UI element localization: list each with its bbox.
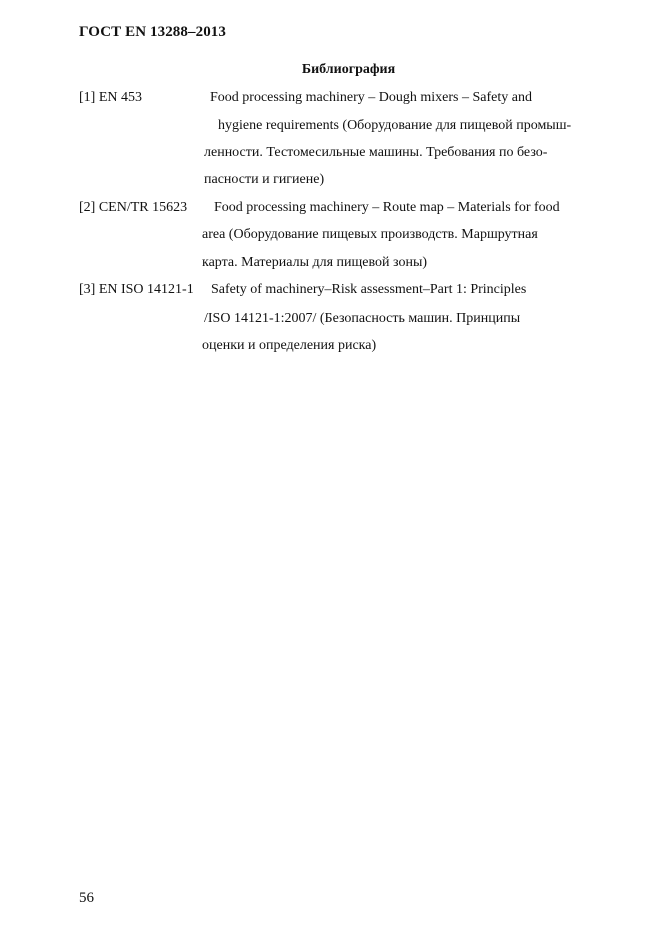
entry-3-line-2: /ISO 14121-1:2007/ (Безопасность машин. Принципы: [204, 311, 521, 326]
entry-1-line-2: hygiene requirements (Оборудование для пищевой промыш-: [218, 118, 572, 133]
entry-3-line-3: оценки и определения риска): [202, 338, 377, 353]
page-number: 56: [79, 890, 94, 906]
entry-2-line-2: area (Оборудование пищевых производств. Маршрутная: [202, 227, 538, 242]
entry-1-line-1: Food processing machinery – Dough mixers – Safety and: [210, 90, 532, 105]
entry-1-line-3: ленности. Тестомесильные машины. Требования по безо-: [204, 145, 548, 160]
entry-1-line-4: пасности и гигиене): [204, 172, 325, 187]
bibliography-title: Библиография: [301, 62, 396, 77]
entry-2-line-1: Food processing machinery – Route map – Materials for food: [214, 200, 560, 215]
page-header: ГОСТ EN 13288–2013: [79, 24, 226, 40]
entry-2-line-3: карта. Материалы для пищевой зоны): [202, 255, 428, 270]
entry-1-ref: [1] EN 453: [79, 90, 142, 105]
entry-3-ref: [3] EN ISO 14121-1: [79, 282, 194, 297]
entry-2-ref: [2] CEN/TR 15623: [79, 200, 188, 215]
entry-3-line-1: Safety of machinery–Risk assessment–Part 1: Principles: [211, 282, 527, 297]
